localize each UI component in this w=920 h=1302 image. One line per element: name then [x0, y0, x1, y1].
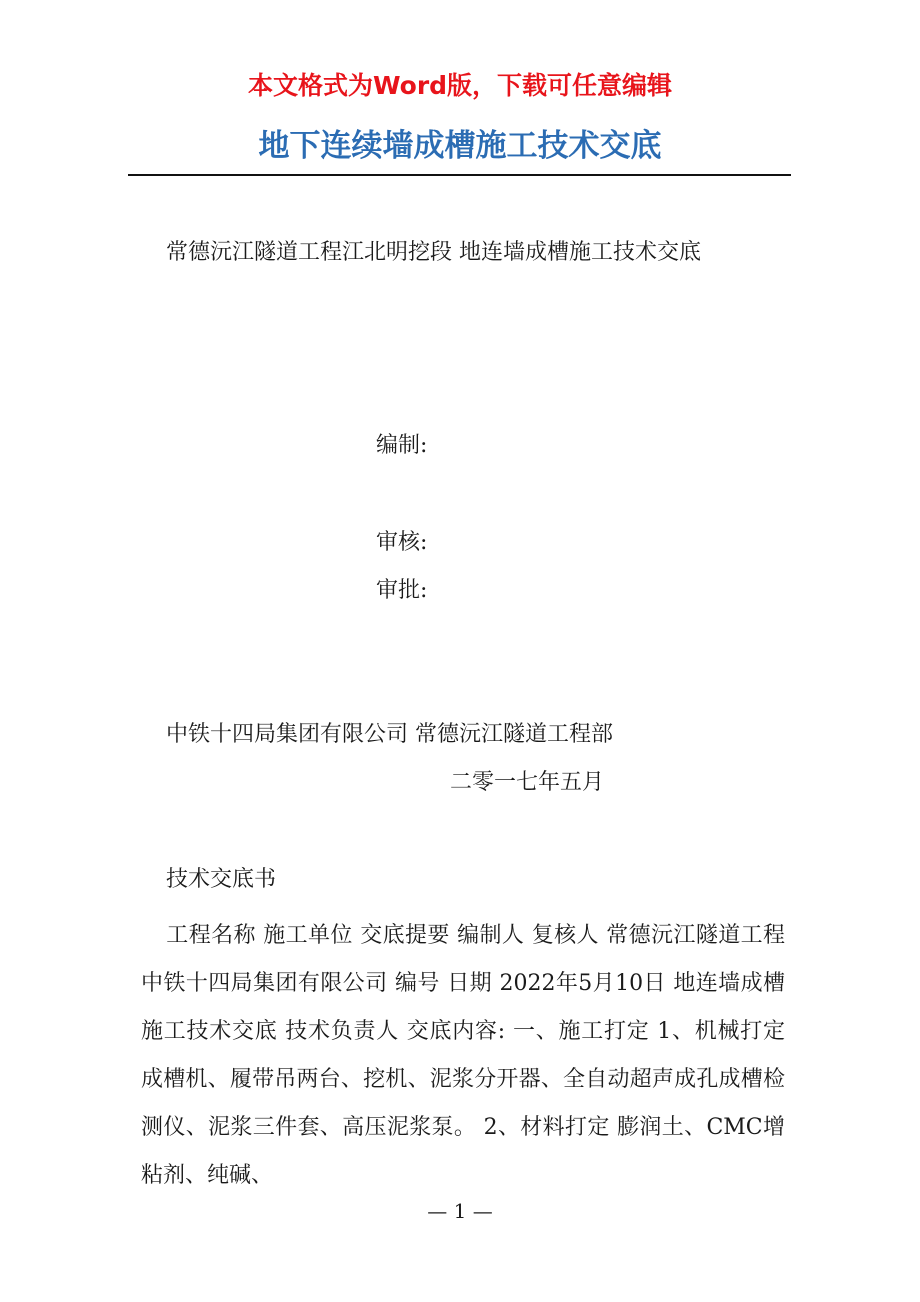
body-paragraph: 工程名称 施工单位 交底提要 编制人 复核人 常德沅江隧道工程 中铁十四局集团有限公司 编号 日期 2022年5月10日 地连墙成槽施工技术交底 技术负责人 交底内容: 一、施工打定 1、机械打定 成槽机、履带吊两台、挖机、泥浆分开器、全自动超声成孔成槽检测仪、泥浆三件套、高压泥浆泵。 2、材料打定 膨润土、CMC增粘剂、纯碱、 [141, 923, 785, 1188]
title-divider [128, 174, 791, 176]
document-title: 地下连续墙成槽施工技术交底 [258, 128, 662, 164]
page-number: — 1 — [427, 1199, 493, 1223]
section-heading: 技术交底书 [166, 867, 277, 892]
signoff-approve: 审批: [376, 578, 428, 603]
format-notice-banner: 本文格式为Word版，下载可任意编辑 [247, 71, 673, 100]
signoff-review: 审核: [376, 530, 428, 555]
issue-date: 二零一七年五月 [450, 770, 605, 795]
cover-subtitle: 常德沅江隧道工程江北明挖段 地连墙成槽施工技术交底 [166, 240, 701, 265]
organization-name: 中铁十四局集团有限公司 常德沅江隧道工程部 [166, 722, 613, 747]
signoff-compile: 编制: [376, 433, 428, 458]
